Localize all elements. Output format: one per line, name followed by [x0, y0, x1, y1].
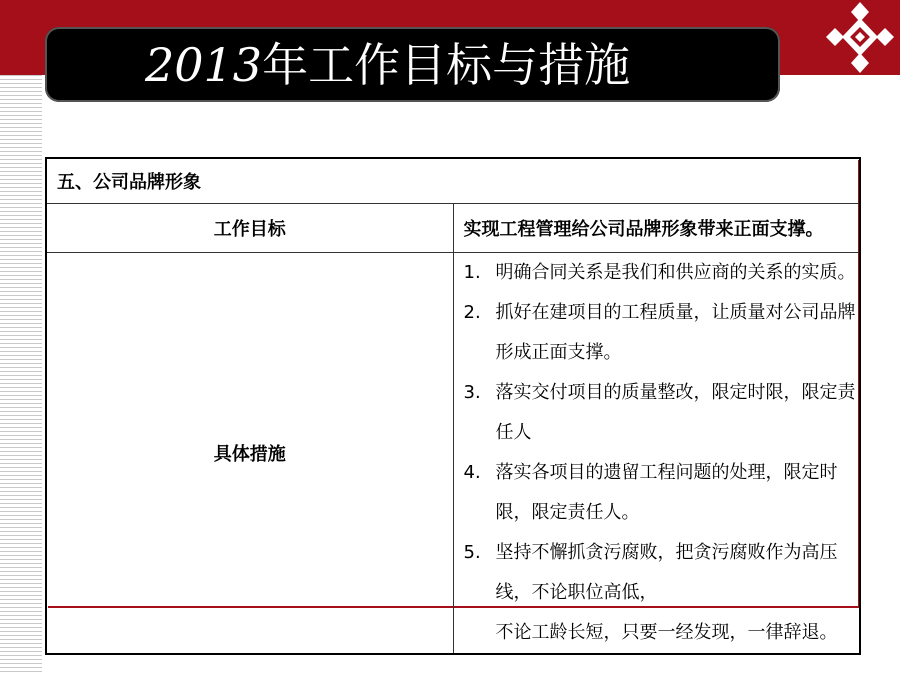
measure-line: 不论工龄长短，只要一经发现，一律辞退。	[495, 622, 838, 643]
measure-number: 2.	[463, 302, 481, 323]
logo	[820, 0, 900, 75]
title-bar	[45, 27, 780, 102]
measure-item	[464, 533, 860, 653]
measure-line: 落实各项目的遗留工程问题的处理，限定时限，限定责任人。	[495, 462, 838, 523]
goal-label: 工作目标	[46, 204, 453, 253]
measure-line: 落实交付项目的质量整改，限定时限，限定责任人	[495, 382, 856, 443]
measure-item	[464, 453, 860, 533]
measure-number: 1.	[463, 262, 481, 283]
section-heading: 五、公司品牌形象	[46, 158, 860, 204]
measure-line: 明确合同关系是我们和供应商的关系的实质。	[495, 262, 856, 283]
goal-text: 实现工程管理给公司品牌形象带来正面支撑。	[453, 204, 860, 253]
measure-list	[464, 253, 860, 653]
left-stripe-decoration	[0, 75, 42, 675]
measure-item	[464, 293, 860, 373]
measures-cell	[453, 253, 860, 655]
measure-text	[496, 253, 860, 293]
measure-line: 抓好在建项目的工程质量，让质量对公司品牌形成正面支撑。	[495, 302, 856, 363]
measure-text	[496, 373, 860, 453]
measure-text	[496, 453, 860, 533]
measures-label: 具体措施	[46, 253, 453, 655]
title-rest: 年工作目标与措施	[262, 38, 631, 92]
page-title	[145, 35, 630, 95]
goals-table	[45, 157, 861, 655]
measure-number: 3.	[463, 382, 481, 403]
measure-text	[496, 293, 860, 373]
measure-number: 5.	[463, 542, 481, 563]
measure-item	[464, 253, 860, 293]
measure-item	[464, 373, 860, 453]
diamond-logo-icon	[820, 0, 900, 75]
measure-number: 4.	[463, 462, 481, 483]
title-year: 2013	[145, 38, 263, 92]
measure-line: 坚持不懈抓贪污腐败，把贪污腐败作为高压线，不论职位高低，	[495, 542, 838, 603]
measure-text	[496, 533, 860, 653]
